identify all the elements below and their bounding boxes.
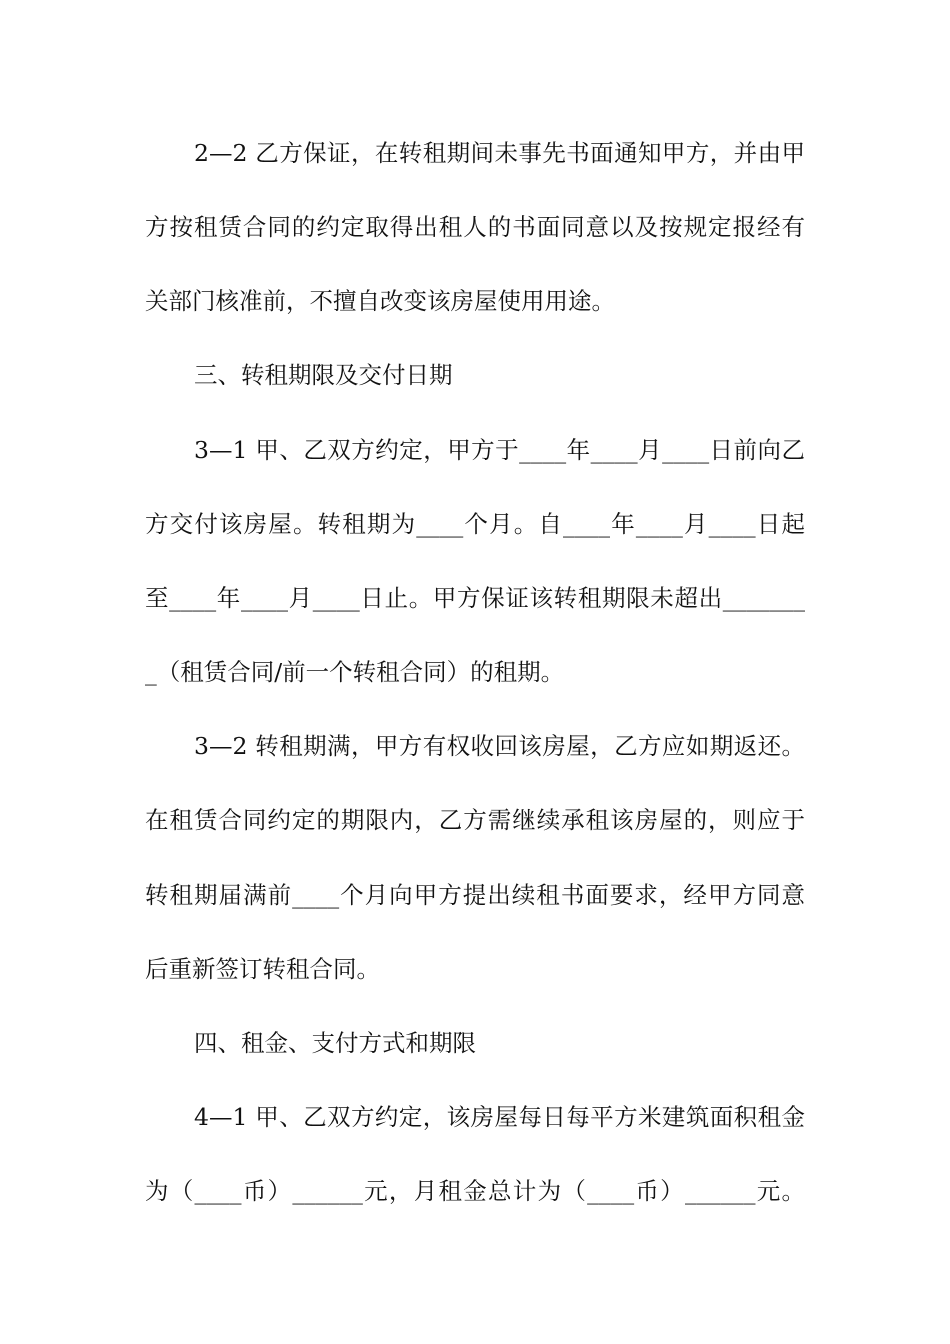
text-line: 关部门核准前，不擅自改变该房屋使用用途。 [145,287,615,315]
section-heading: 四、租金、支付方式和期限 [194,1029,476,1057]
text-line: 后重新签订转租合同。 [145,955,380,983]
text-line: 在租赁合同约定的期限内，乙方需继续承租该房屋的，则应于 [145,806,805,834]
section-heading: 三、转租期限及交付日期 [194,361,453,389]
text-line: 方交付该房屋。转租期为____个月。自____年____月____日起 [145,510,805,538]
text-line: 4—1 甲、乙双方约定，该房屋每日每平方米建筑面积租金 [194,1103,805,1131]
text-line: 3—2 转租期满，甲方有权收回该房屋，乙方应如期返还。 [194,732,805,760]
text-line: 为（____币）______元，月租金总计为（____币）______元。 [145,1177,805,1205]
text-line: 至____年____月____日止。甲方保证该转租期限未超出_______ [145,584,805,612]
text-line: _（租赁合同/前一个转租合同）的租期。 [145,658,565,686]
text-line: 3—1 甲、乙双方约定，甲方于____年____月____日前向乙 [194,436,805,464]
text-line: 转租期届满前____个月向甲方提出续租书面要求，经甲方同意 [145,881,805,909]
text-line: 方按租赁合同的约定取得出租人的书面同意以及按规定报经有 [145,213,805,241]
text-line: 2—2 乙方保证，在转租期间未事先书面通知甲方，并由甲 [194,139,805,167]
